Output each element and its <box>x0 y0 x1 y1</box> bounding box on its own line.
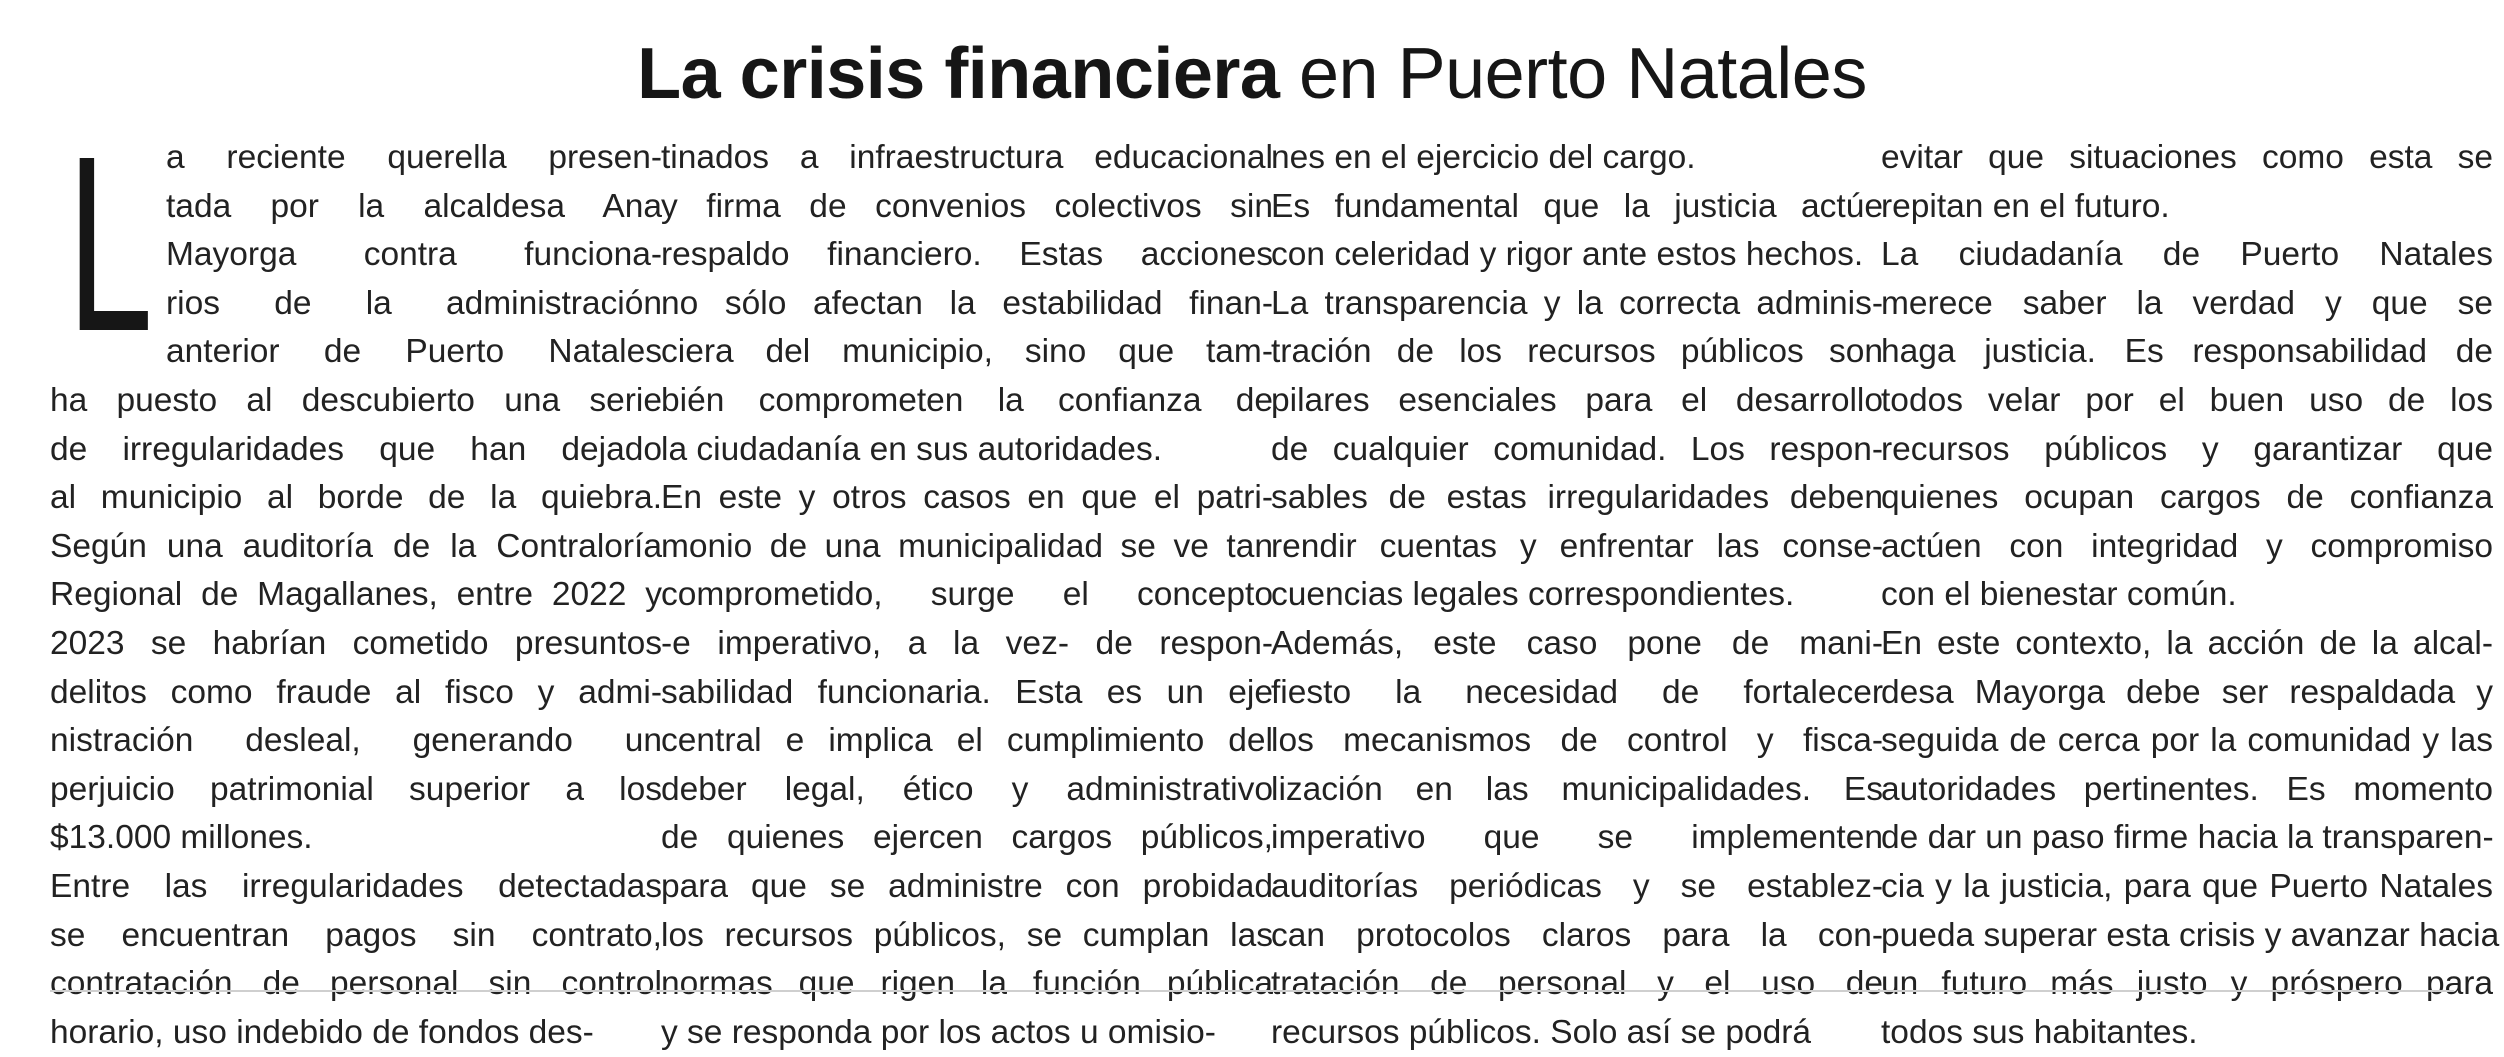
article-line: tración de los recursos públicos son <box>1271 333 1883 371</box>
article-line: quienes ocupan cargos de confianza <box>1881 479 2493 517</box>
article-line: recursos públicos. Solo así se podrá <box>1271 1013 1812 1051</box>
article-line: de quienes ejercen cargos públicos, <box>661 819 1273 857</box>
article-column-3 <box>1271 134 1883 1057</box>
article-line: pueda superar esta crisis y avanzar hacia <box>1881 916 2500 954</box>
bottom-divider <box>50 990 2454 992</box>
article-column-2 <box>661 134 1273 1057</box>
article-line: En este y otros casos en que el patri- <box>661 479 1273 517</box>
article-line: sabilidad funcionaria. Esta es un eje <box>661 673 1273 711</box>
article-line: bién comprometen la confianza de <box>661 381 1273 419</box>
article-line: can protocolos claros para la con- <box>1271 916 1883 954</box>
article-line: horario, uso indebido de fondos des- <box>50 1013 594 1051</box>
article-line: Es fundamental que la justicia actúe <box>1271 187 1883 225</box>
article-line: auditorías periódicas y se establez- <box>1271 867 1883 905</box>
article-line: fiesto la necesidad de fortalecer <box>1271 673 1883 711</box>
article-line: de dar un paso firme hacia la transparen- <box>1881 819 2494 857</box>
article-line: rendir cuentas y enfrentar las conse- <box>1271 527 1883 565</box>
article-line: repitan en el futuro. <box>1881 187 2170 225</box>
article-line: a reciente querella presen- <box>166 139 662 176</box>
article-line: Además, este caso pone de mani- <box>1271 624 1883 662</box>
article-line: respaldo financiero. Estas acciones <box>661 236 1273 274</box>
article-line: La transparencia y la correcta adminis- <box>1271 284 1883 322</box>
article-line: nistración desleal, generando un <box>50 722 662 760</box>
article-line: cia y la justicia, para que Puerto Natales <box>1881 867 2493 905</box>
article-line: ciera del municipio, sino que tam- <box>661 333 1273 371</box>
article-line: deber legal, ético y administrativo <box>661 770 1273 808</box>
headline-light: en Puerto Natales <box>1298 34 1867 114</box>
article-line: no sólo afectan la estabilidad finan- <box>661 284 1273 322</box>
article-line: 2023 se habrían cometido presuntos <box>50 624 662 662</box>
dropcap-glyph: L <box>67 104 153 383</box>
article-line: actúen con integridad y compromiso <box>1881 527 2493 565</box>
article-line: se encuentran pagos sin contrato, <box>50 916 662 954</box>
article-line: tinados a infraestructura educacional <box>661 139 1273 176</box>
article-line: con celeridad y rigor ante estos hechos. <box>1271 236 1864 274</box>
article-line: Mayorga contra funciona- <box>166 236 662 274</box>
article-line: Regional de Magallanes, entre 2022 y <box>50 576 662 614</box>
article-line: rios de la administración <box>166 284 662 322</box>
article-line: todos sus habitantes. <box>1881 1013 2198 1051</box>
article-line: delitos como fraude al fisco y admi- <box>50 673 662 711</box>
article-line: cuencias legales correspondientes. <box>1271 576 1795 614</box>
article-line: ha puesto al descubierto una serie <box>50 381 662 419</box>
article-line: tratación de personal y el uso de <box>1271 965 1883 1003</box>
article-line: los mecanismos de control y fisca- <box>1271 722 1883 760</box>
article-line: En este contexto, la acción de la alcal- <box>1881 624 2493 662</box>
article-line: imperativo que se implementen <box>1271 819 1883 857</box>
article-line: pilares esenciales para el desarrollo <box>1271 381 1883 419</box>
article-line: -e imperativo, a la vez- de respon- <box>661 624 1273 662</box>
article-line: anterior de Puerto Natales <box>166 333 662 371</box>
headline-bold: La crisis financiera <box>637 34 1280 114</box>
article-line: todos velar por el buen uso de los <box>1881 381 2493 419</box>
article-line: nes en el ejercicio del cargo. <box>1271 139 1696 176</box>
article-headline <box>0 34 2504 114</box>
article-line: haga justicia. Es responsabilidad de <box>1881 333 2493 371</box>
article-line: recursos públicos y garantizar que <box>1881 430 2493 468</box>
article-line: evitar que situaciones como esta se <box>1881 139 2493 176</box>
article-line: comprometido, surge el concepto <box>661 576 1273 614</box>
article-line: los recursos públicos, se cumplan las <box>661 916 1273 954</box>
article-line: seguida de cerca por la comunidad y las <box>1881 722 2493 760</box>
article-line: contratación de personal sin control <box>50 965 662 1003</box>
article-line: de cualquier comunidad. Los respon- <box>1271 430 1883 468</box>
article-line: la ciudadanía en sus autoridades. <box>661 430 1162 468</box>
article-line: tada por la alcaldesa Ana <box>166 187 662 225</box>
article-line: lización en las municipalidades. Es <box>1271 770 1883 808</box>
article-line: central e implica el cumplimiento del <box>661 722 1273 760</box>
article-line: al municipio al borde de la quiebra. <box>50 479 662 517</box>
article-line: La ciudadanía de Puerto Natales <box>1881 236 2493 274</box>
article-line: desa Mayorga debe ser respaldada y <box>1881 673 2493 711</box>
article-column-4 <box>1881 134 2500 1057</box>
article-line: y firma de convenios colectivos sin <box>661 187 1273 225</box>
article-line: merece saber la verdad y que se <box>1881 284 2493 322</box>
article-line: monio de una municipalidad se ve tan <box>661 527 1273 565</box>
article-line: autoridades pertinentes. Es momento <box>1881 770 2493 808</box>
article-line: de irregularidades que han dejado <box>50 430 662 468</box>
article-line: para que se administre con probidad <box>661 867 1273 905</box>
article-line: perjuicio patrimonial superior a los <box>50 770 662 808</box>
article-line: sables de estas irregularidades deben <box>1271 479 1883 517</box>
article-line: y se responda por los actos u omisio- <box>661 1013 1216 1051</box>
article-line: $13.000 millones. <box>50 819 313 857</box>
article-line: un futuro más justo y próspero para <box>1881 965 2493 1003</box>
article-line: Según una auditoría de la Contraloría <box>50 527 662 565</box>
article-line: normas que rigen la función pública <box>661 965 1273 1003</box>
article-line: Entre las irregularidades detectadas <box>50 867 662 905</box>
article-column-1 <box>50 134 662 1057</box>
article-line: con el bienestar común. <box>1881 576 2237 614</box>
